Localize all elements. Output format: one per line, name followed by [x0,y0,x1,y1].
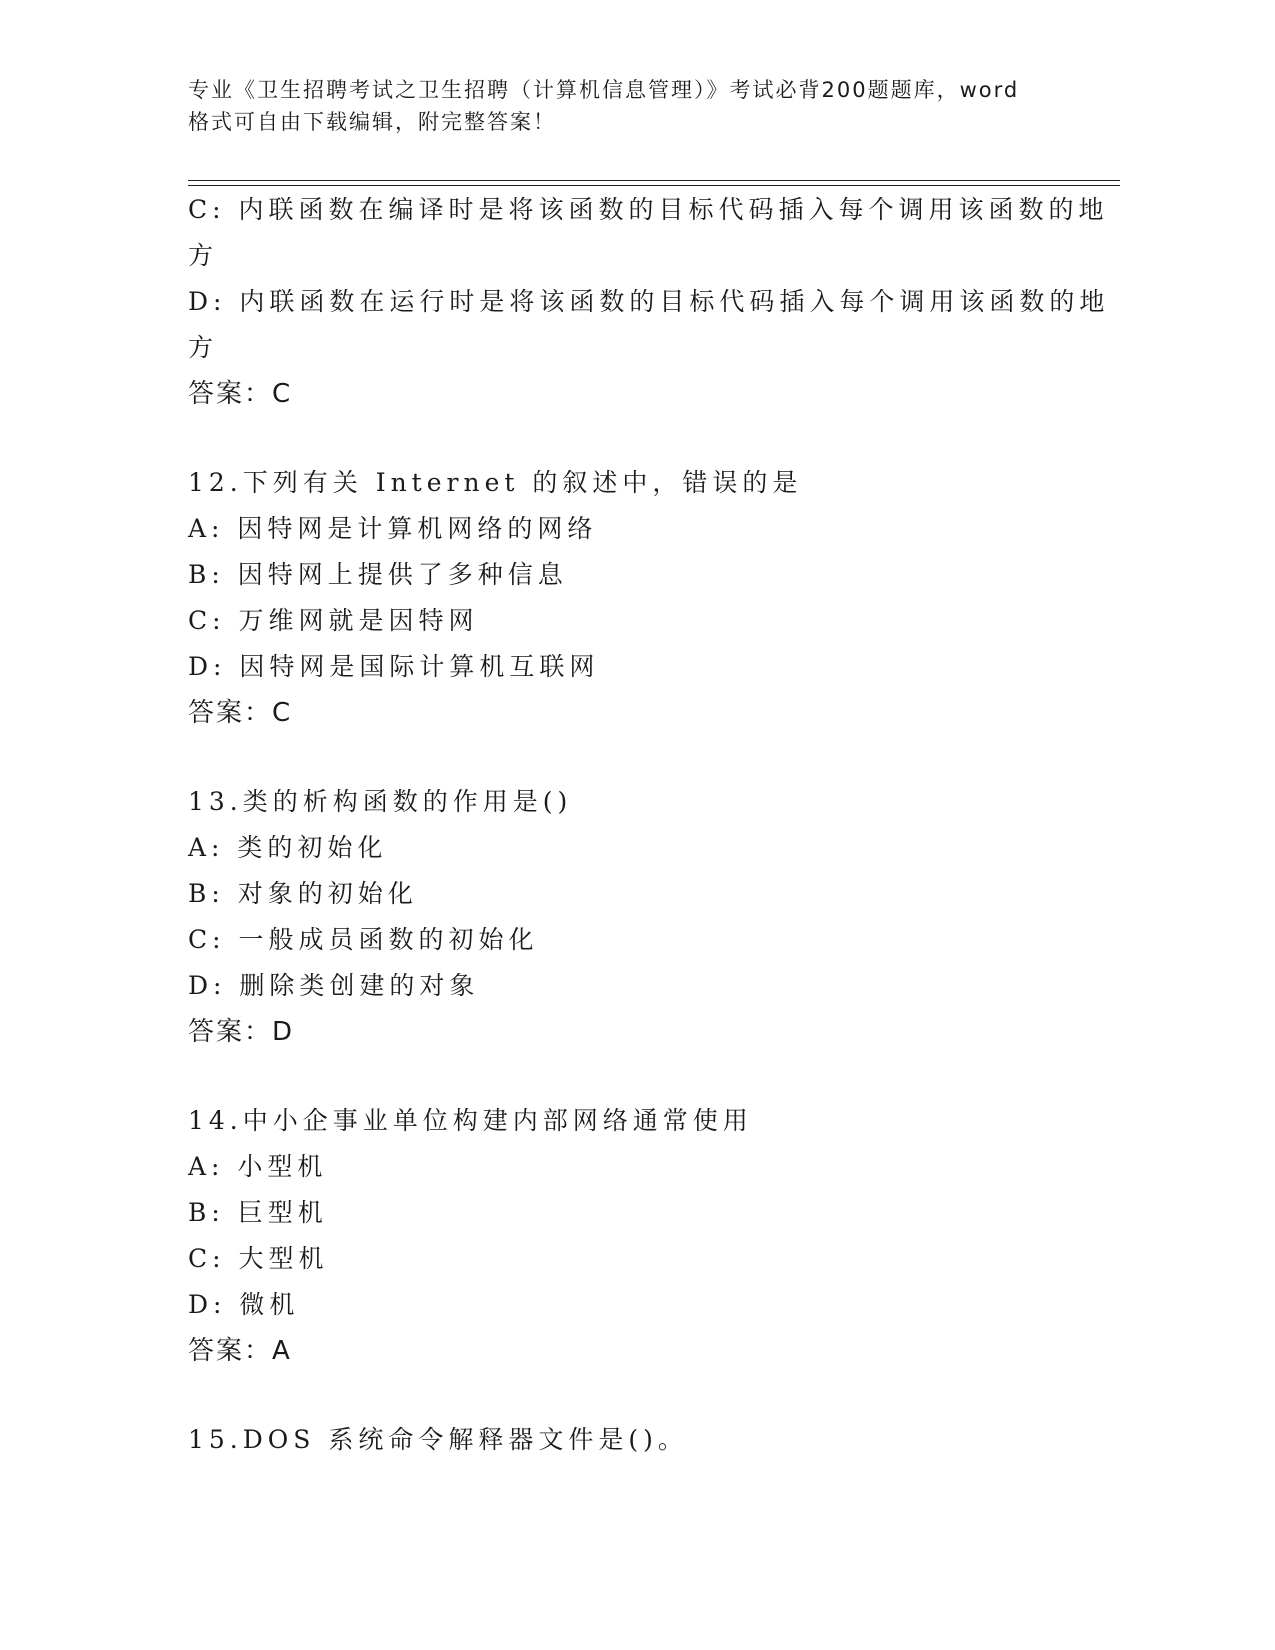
option-a: A: 因特网是计算机网络的网络 [188,514,598,543]
answer: 答案：C [188,379,293,409]
option-d: D: 因特网是国际计算机互联网 [188,652,600,681]
option-d: D: 删除类创建的对象 [188,971,480,1000]
document-header [188,74,1088,138]
option-c-continued: 方 [188,241,219,270]
question-15 [188,1417,1088,1463]
question-text: 13.类的析构函数的作用是() [188,787,573,816]
answer: 答案：D [188,1017,295,1047]
spacer [188,1055,1088,1098]
option-b: B: 因特网上提供了多种信息 [188,560,568,589]
question-13 [188,779,1088,1055]
answer: 答案：C [188,698,293,728]
option-c: C: 一般成员函数的初始化 [188,925,539,954]
option-d: D: 内联函数在运行时是将该函数的目标代码插入每个调用该函数的地 [188,287,1110,316]
question-text: 15.DOS 系统命令解释器文件是()。 [188,1425,688,1454]
question-14 [188,1098,1088,1374]
question-list [188,187,1110,1463]
question-11-continued [188,187,1110,417]
spacer [188,736,1088,779]
header-title-line-1: 专业《卫生招聘考试之卫生招聘（计算机信息管理）》考试必背200题题库，word [188,78,1020,102]
spacer [188,1374,1088,1417]
option-c: C: 万维网就是因特网 [188,606,479,635]
option-d: D: 微机 [188,1290,300,1319]
option-b: B: 巨型机 [188,1198,328,1227]
option-c: C: 内联函数在编译时是将该函数的目标代码插入每个调用该函数的地 [188,195,1109,224]
option-a: A: 小型机 [188,1152,328,1181]
header-title-line-2: 格式可自由下载编辑，附完整答案！ [188,110,556,134]
spacer [188,417,1088,460]
answer: 答案：A [188,1336,292,1366]
option-a: A: 类的初始化 [188,833,388,862]
option-d-continued: 方 [188,333,219,362]
header-divider-bottom [188,185,1120,186]
question-12 [188,460,1088,736]
question-text: 14.中小企事业单位构建内部网络通常使用 [188,1106,753,1135]
option-c: C: 大型机 [188,1244,329,1273]
option-b: B: 对象的初始化 [188,879,418,908]
question-text: 12.下列有关 Internet 的叙述中，错误的是 [188,468,803,497]
header-divider-top [188,180,1120,181]
